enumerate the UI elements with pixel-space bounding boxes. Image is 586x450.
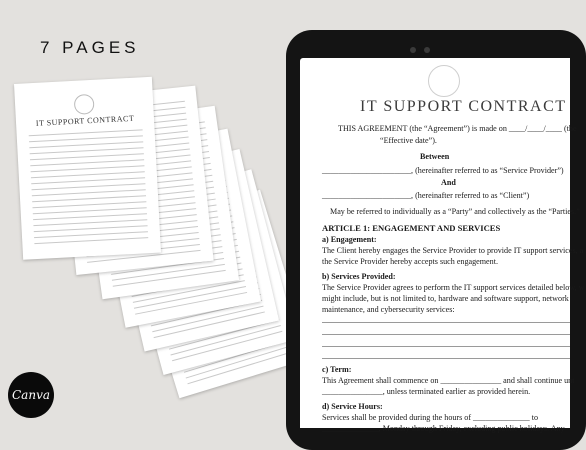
thumbnail-seal-icon xyxy=(74,94,95,115)
document-title: IT SUPPORT CONTRACT xyxy=(360,98,567,115)
services-fill-line-4 xyxy=(322,358,570,359)
and-label: And xyxy=(441,178,456,187)
tablet-screen-document xyxy=(300,58,585,433)
canva-logo: Canva xyxy=(8,372,54,418)
engagement-text-1: The Client hereby engages the Service Provider to provide IT support services, a xyxy=(322,246,584,255)
services-text-2: might include, but is not limited to, hardware and software support, network xyxy=(322,294,569,303)
engagement-text-2: the Service Provider hereby accepts such engagement. xyxy=(322,257,498,266)
thumbnail-text-line xyxy=(34,237,148,244)
client-line: ______________________, (hereinafter referred to as “Client”) xyxy=(322,191,530,200)
article-1-heading: ARTICLE 1: ENGAGEMENT AND SERVICES xyxy=(322,223,501,233)
services-fill-line-3 xyxy=(322,346,570,347)
between-label: Between xyxy=(420,152,450,161)
services-fill-line-1 xyxy=(322,322,570,323)
term-text-1: This Agreement shall commence on _______________ and shall continue unt xyxy=(322,376,575,385)
agreement-line: THIS AGREEMENT (the “Agreement”) is made on ____/____/____ (the xyxy=(338,124,577,133)
thumbnail-page-1 xyxy=(14,77,161,260)
effective-date-line: “Effective date”). xyxy=(380,136,437,145)
tablet-sensor-icon xyxy=(424,47,430,53)
service-hours-text-1: Services shall be provided during the hours of ______________ to xyxy=(322,413,539,422)
party-definition-line: May be referred to individually as a “Party” and collectively as the “Parties.” xyxy=(330,207,580,216)
page-thumbnails-fan xyxy=(0,0,290,428)
term-text-2: _______________, unless terminated earlier as provided herein. xyxy=(322,387,531,396)
services-text-1: The Service Provider agrees to perform the IT support services detailed below, w xyxy=(322,283,585,292)
services-fill-line-2 xyxy=(322,334,570,335)
service-hours-heading: d) Service Hours: xyxy=(322,402,383,411)
service-provider-line: ______________________, (hereinafter referred to as “Service Provider”) xyxy=(322,166,564,175)
thumbnail-title: IT SUPPORT CONTRACT xyxy=(35,113,135,128)
document-seal-icon xyxy=(428,65,460,97)
term-heading: c) Term: xyxy=(322,365,352,374)
tablet-camera-icon xyxy=(410,47,416,53)
service-hours-text-2: ______________, Monday through Friday, excluding public holidays. Any xyxy=(322,424,565,433)
services-text-3: maintenance, and cybersecurity services: xyxy=(322,305,455,314)
pages-count-label: 7 PAGES xyxy=(40,38,140,57)
services-heading: b) Services Provided: xyxy=(322,272,396,281)
engagement-heading: a) Engagement: xyxy=(322,235,377,244)
